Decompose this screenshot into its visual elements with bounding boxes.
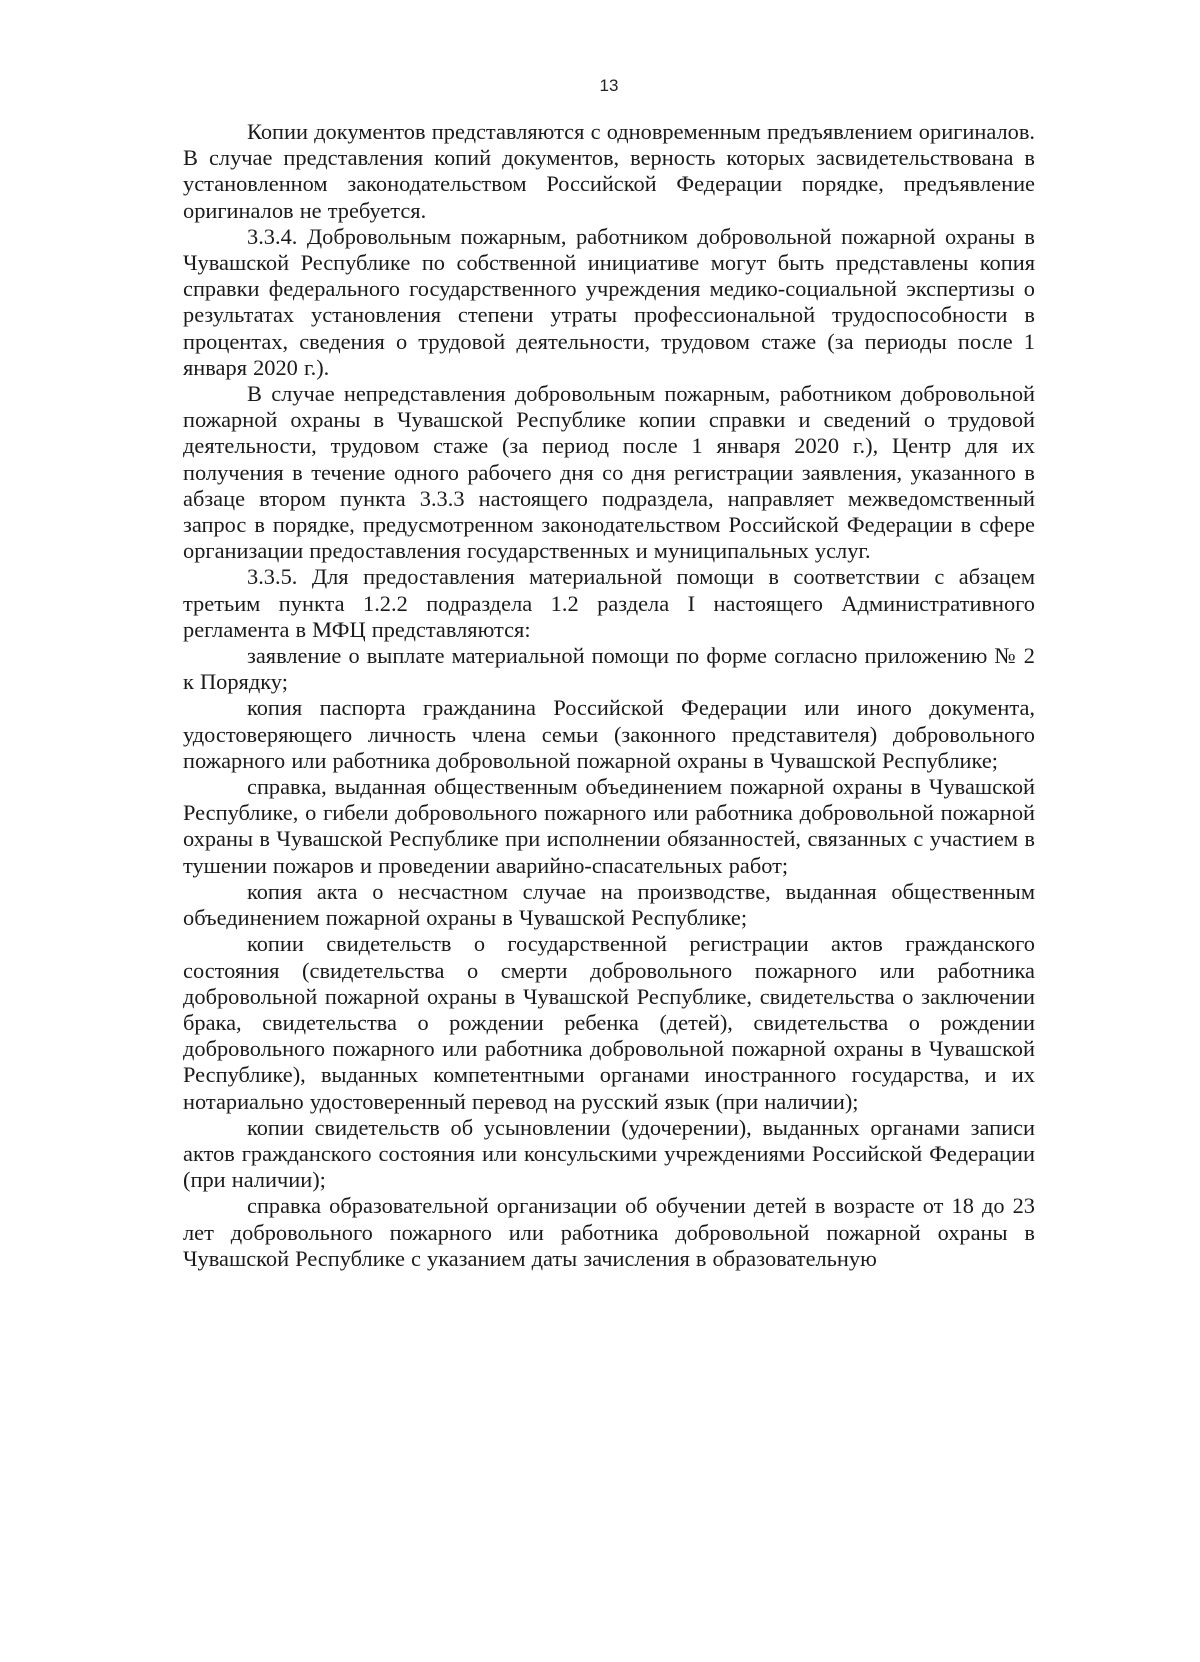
paragraph-3-3-4: 3.3.4. Добровольным пожарным, работником добровольной пожарной охраны в Чувашской Республике по собственной инициативе могут быть представлены копия справки федерального государственного учреждения медико-социальной экспертизы о результатах установления степени утраты профессиональной трудоспособности в процентах, сведения о трудовой деятельности, трудовом стаже (за периоды после 1 января 2020 г.).	[183, 223, 1035, 380]
list-item-passport-copy: копия паспорта гражданина Российской Федерации или иного документа, удостоверяющего личность члена семьи (законного представителя) добровольного пожарного или работника добровольной пожарной охраны в Чувашской Республике;	[183, 695, 1035, 773]
list-item-application: заявление о выплате материальной помощи по форме согласно приложению № 2 к Порядку;	[183, 643, 1035, 695]
page-number: 13	[599, 76, 619, 95]
list-item-death-certificate-reference: справка, выданная общественным объединением пожарной охраны в Чувашской Республике, о гибели добровольного пожарного или работника добровольной пожарной охраны в Чувашской Республике при исполнении обязанностей, связанных с участием в тушении пожаров и проведении аварийно-спасательных работ;	[183, 774, 1035, 878]
paragraph-3-3-5: 3.3.5. Для предоставления материальной помощи в соответствии с абзацем третьим пункта 1.2.2 подраздела 1.2 раздела I настоящего Административного регламента в МФЦ представляются:	[183, 564, 1035, 642]
list-item-civil-status-certificates: копии свидетельств о государственной регистрации актов гражданского состояния (свидетельства о смерти добровольного пожарного или работника добровольной пожарной охраны в Чувашской Республике, свидетельства о заключении брака, свидетельства о рождении ребенка (детей), свидетельства о рождении добровольного пожарного или работника добровольной пожарной охраны в Чувашской Республике), выданных компетентными органами иностранного государства, и их нотариально удостоверенный перевод на русский язык (при наличии);	[183, 931, 1035, 1114]
list-item-accident-act-copy: копия акта о несчастном случае на производстве, выданная общественным объединением пожарной охраны в Чувашской Республике;	[183, 878, 1035, 931]
paragraph-copies-presentation: Копии документов представляются с одновременным предъявлением оригиналов. В случае представления копий документов, верность которых засвидетельствована в установленном законодательством Российской Федерации порядке, предъявление оригиналов не требуется.	[183, 119, 1035, 223]
list-item-adoption-certificates: копии свидетельств об усыновлении (удочерении), выданных органами записи актов гражданского состояния или консульскими учреждениями Российской Федерации (при наличии);	[183, 1114, 1035, 1193]
paragraph-non-submission: В случае непредставления добровольным пожарным, работником добровольной пожарной охраны в Чувашской Республике копии справки и сведений о трудовой деятельности, трудовом стаже (за период после 1 января 2020 г.), Центр для их получения в течение одного рабочего дня со дня регистрации заявления, указанного в абзаце втором пункта 3.3.3 настоящего подраздела, направляет межведомственный запрос в порядке, предусмотренном законодательством Российской Федерации в сфере организации предоставления государственных и муниципальных услуг.	[183, 381, 1035, 564]
list-item-education-reference: справка образовательной организации об обучении детей в возрасте от 18 до 23 лет добровольного пожарного или работника добровольной пожарной охраны в Чувашской Республике с указанием даты зачисления в образовательную	[183, 1193, 1035, 1271]
document-body	[183, 119, 1035, 1272]
